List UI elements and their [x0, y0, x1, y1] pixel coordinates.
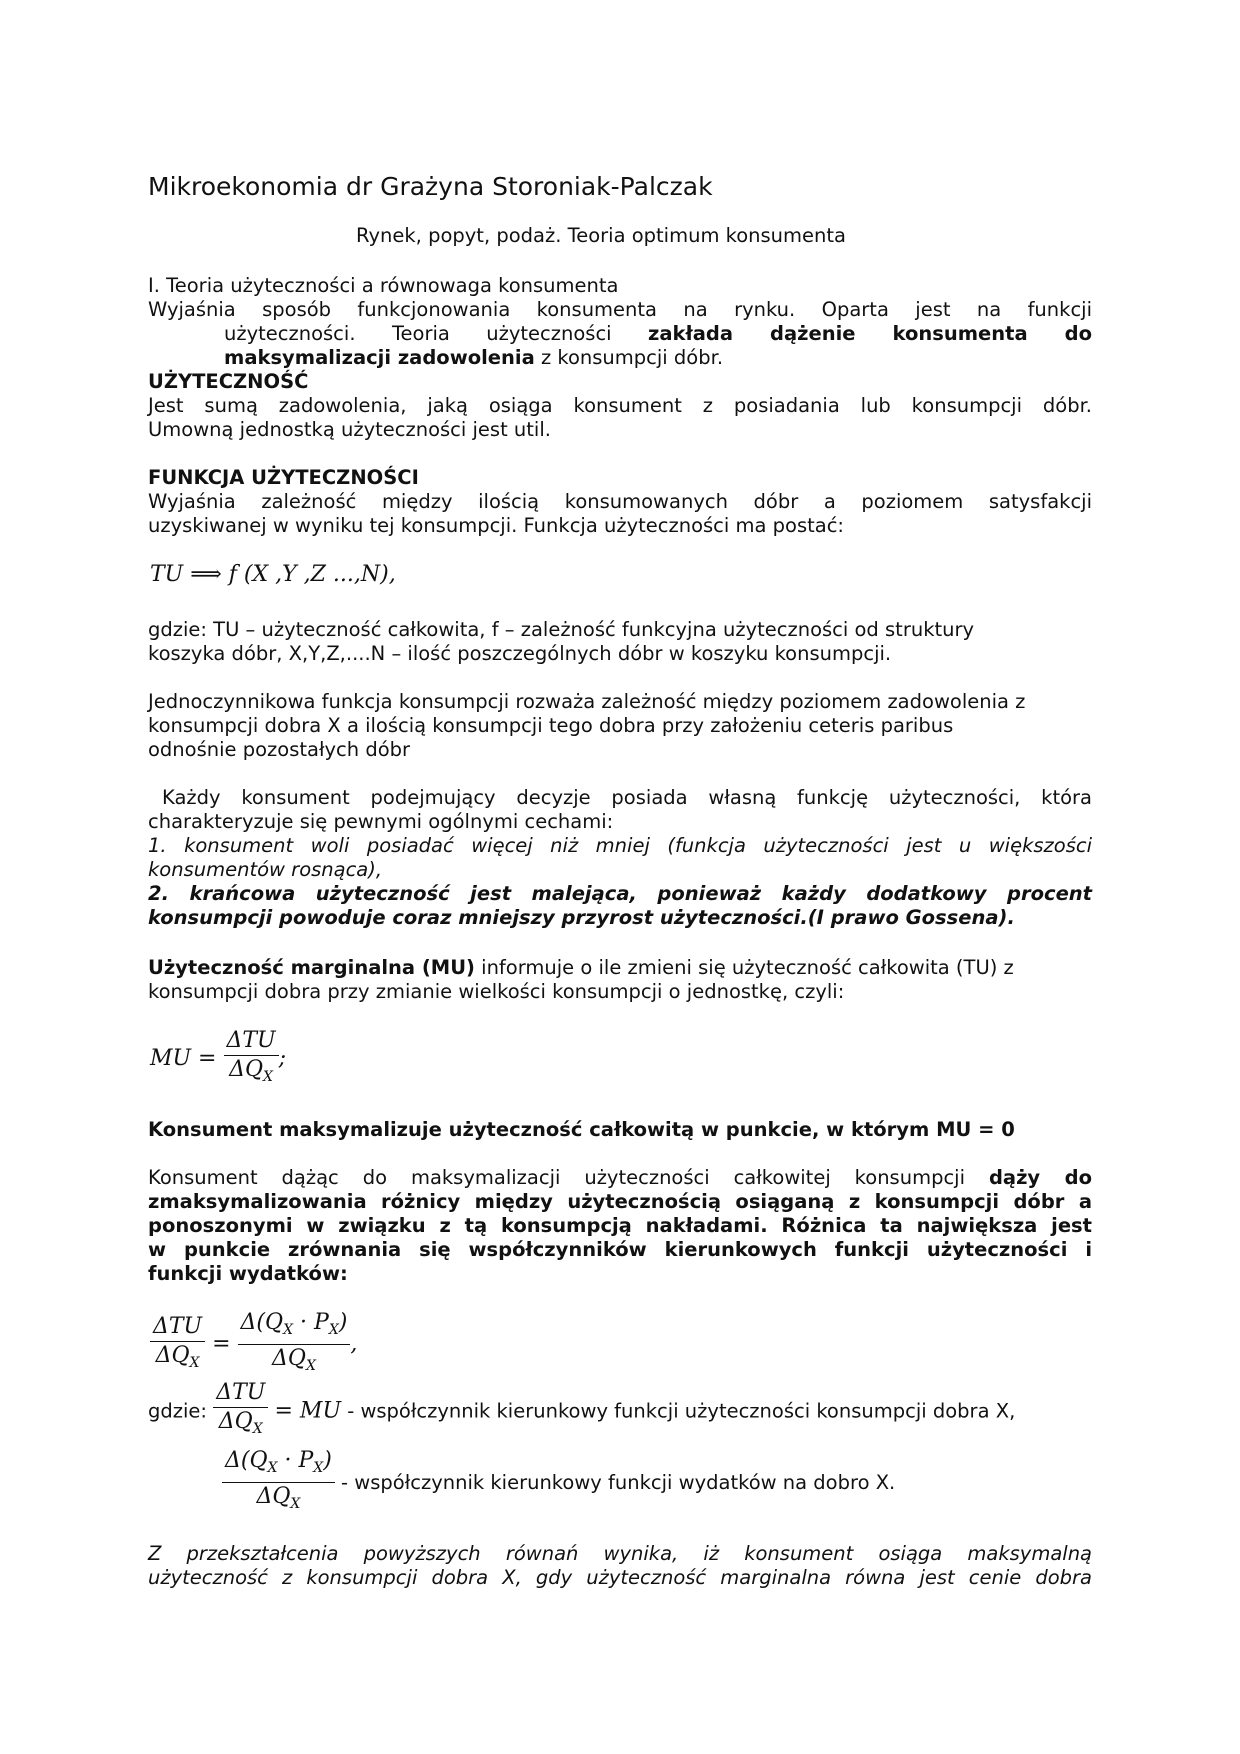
- paragraph-line: Wyjaśnia sposób funkcjonowania konsumenta na rynku. Oparta jest na funkcji: [148, 298, 1092, 321]
- paragraph-line: użyteczności. Teoria użyteczności zakłada dążenie konsumenta do: [224, 322, 1092, 345]
- paragraph-line: Wyjaśnia zależność między ilością konsumowanych dóbr a poziomem satysfakcji: [148, 490, 1092, 513]
- utility-function-formula: TU ⟹ f (X ,Y ,Z ...,N),: [150, 562, 396, 587]
- marginal-utility-formula: MU = $\frac{\text{ΔTU}}{\Delta Q_X}$ ;: [150, 1028, 287, 1085]
- document-subtitle: Rynek, popyt, podaż. Teoria optimum konsumenta: [356, 224, 846, 247]
- paragraph-line: konsumpcji dobra przy zmianie wielkości konsumpcji o jednostkę, czyli:: [148, 980, 845, 1003]
- utility-heading: UŻYTECZNOŚĆ: [148, 370, 309, 393]
- list-item: 1. konsument woli posiadać więcej niż mniej (funkcja użyteczności jest u większości: [148, 834, 1092, 857]
- where-definition-2: $\frac{\Delta(Q_X \cdot P_X)}{\Delta Q_X}$ - współczynnik kierunkowy funkcji wydatków na dobro X.: [222, 1448, 895, 1517]
- equilibrium-equation: $\frac{\text{ΔTU}}{\Delta Q_X}$ = $\frac{\Delta(Q_X \cdot P_X)}{\Delta Q_X}$ ,: [150, 1310, 357, 1379]
- where-definition-1: gdzie: $\frac{\text{ΔTU}}{\Delta Q_X}$ = MU - współczynnik kierunkowy funkcji użyteczności konsumpcji dobra X,: [148, 1380, 1016, 1437]
- paragraph-line: charakteryzuje się pewnymi ogólnymi cechami:: [148, 810, 614, 833]
- paragraph-line: w punkcie zrównania się współczynników kierunkowych funkcji użyteczności i: [148, 1238, 1092, 1261]
- paragraph-line: Użyteczność marginalna (MU) informuje o ile zmieni się użyteczność całkowita (TU) z: [148, 956, 1014, 979]
- paragraph-line: Umowną jednostką użyteczności jest util.: [148, 418, 551, 441]
- paragraph-line: Z przekształcenia powyższych równań wynika, iż konsument osiąga maksymalną: [148, 1542, 1092, 1565]
- paragraph-line: odnośnie pozostałych dóbr: [148, 738, 411, 761]
- paragraph-line: użyteczność z konsumpcji dobra X, gdy użyteczność marginalna równa jest cenie dobra: [148, 1566, 1092, 1589]
- paragraph-line: Konsument dążąc do maksymalizacji użyteczności całkowitej konsumpcji dąży do: [148, 1166, 1093, 1189]
- document-title: Mikroekonomia dr Grażyna Storoniak-Palczak: [148, 172, 713, 201]
- list-item: 2. krańcowa użyteczność jest malejąca, ponieważ każdy dodatkowy procent: [148, 882, 1092, 905]
- paragraph-line: uzyskiwanej w wyniku tej konsumpcji. Funkcja użyteczności ma postać:: [148, 514, 844, 537]
- paragraph-line: maksymalizacji zadowolenia z konsumpcji dóbr.: [224, 346, 724, 369]
- paragraph-line: Każdy konsument podejmujący decyzje posiada własną funkcję użyteczności, która: [162, 786, 1092, 809]
- list-item: konsumpcji powoduje coraz mniejszy przyrost użyteczności.(I prawo Gossena).: [148, 906, 1015, 929]
- paragraph-line: funkcji wydatków:: [148, 1262, 348, 1285]
- list-item: konsumentów rosnąca),: [148, 858, 383, 881]
- paragraph-line: Jest sumą zadowolenia, jaką osiąga konsument z posiadania lub konsumpcji dóbr.: [148, 394, 1092, 417]
- paragraph-line: ponoszonymi w związku z tą konsumpcją nakładami. Różnica ta największa jest: [148, 1214, 1092, 1237]
- section-heading: I. Teoria użyteczności a równowaga konsumenta: [148, 274, 619, 297]
- paragraph-line: zmaksymalizowania różnicy między użytecznością osiąganą z konsumpcji dóbr a: [148, 1190, 1092, 1213]
- paragraph-line: Jednoczynnikowa funkcja konsumpcji rozważa zależność między poziomem zadowolenia z: [148, 690, 1026, 713]
- paragraph-line: konsumpcji dobra X a ilością konsumpcji tego dobra przy założeniu ceteris paribus: [148, 714, 954, 737]
- paragraph-line: gdzie: TU – użyteczność całkowita, f – zależność funkcyjna użyteczności od struktury: [148, 618, 975, 641]
- key-statement: Konsument maksymalizuje użyteczność całkowitą w punkcie, w którym MU = 0: [148, 1118, 1015, 1141]
- function-heading: FUNKCJA UŻYTECZNOŚCI: [148, 466, 419, 489]
- paragraph-line: koszyka dóbr, X,Y,Z,....N – ilość poszczególnych dóbr w koszyku konsumpcji.: [148, 642, 892, 665]
